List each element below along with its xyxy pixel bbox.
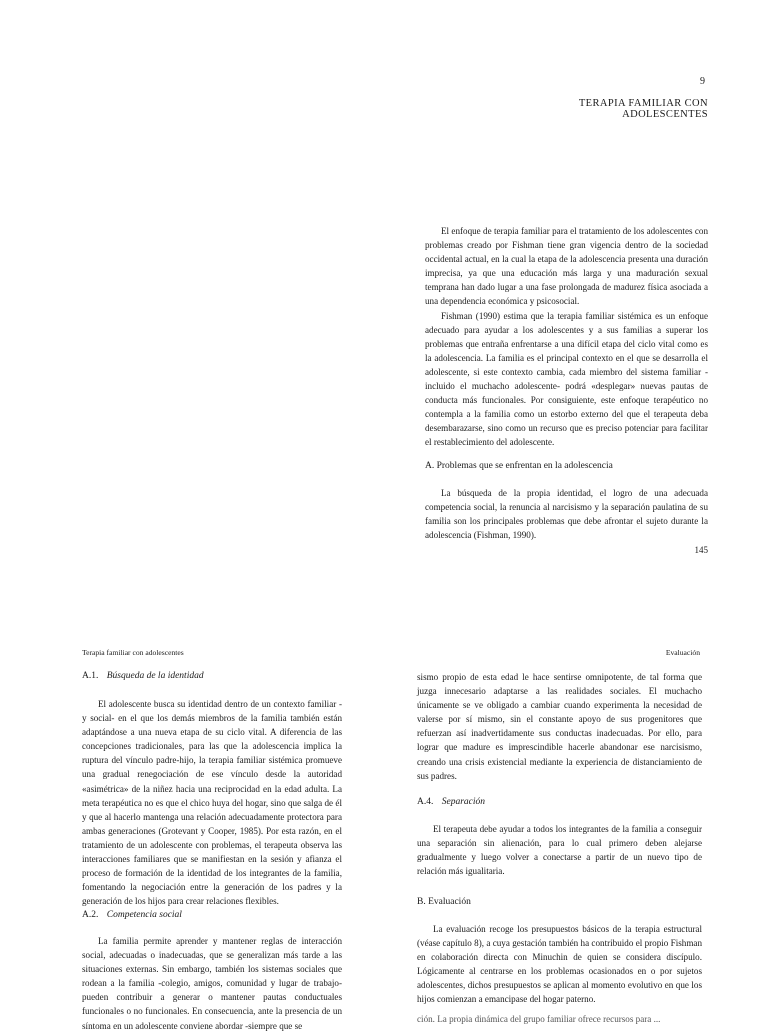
a1-text	[82, 697, 342, 908]
intro-text	[425, 224, 708, 450]
a4-paragraph: El terapeuta debe ayudar a todos los integrantes de la familia a conseguir una separación sin alienación, para lo cual primero deben alejarse gradualmente y luego volver a conectarse a partir de un nuevo tipo de relación más igualitaria.	[417, 824, 702, 877]
a2-title: Competencia social	[106, 910, 182, 920]
a2-number: A.2.	[82, 910, 99, 920]
a1-paragraph: El adolescente busca su identidad dentro de un contexto familiar -y social- en el que los demás miembros de la familia también están adaptándose a una nueva etapa de su ciclo vital. A diferencia de las concepciones tradicionales, para las que la adolescencia implica la ruptura del vínculo padre-hijo, la terapia familiar sistémica promueve una gradual renegociación de ese vínculo desde la autoridad «asimétrica» de la niñez hacia una reciprocidad en la edad adulta. La meta terapéutica no es que el chico huya del hogar, sino que salga de él y que al hacerlo mantenga una relación adecuadamente protectora para ambas generaciones (Grotevant y Cooper, 1985). Por esta razón, en el tratamiento de un adolescente con problemas, el terapeuta observa las interacciones familiares que se manifiestan en la sesión y afianza el proceso de formación de la identidad de los integrantes de la familia, fomentando la negociación entre la generación de los padres y la generación de los hijos para crear relaciones flexibles.	[82, 699, 342, 907]
a4-number: A.4.	[417, 797, 434, 807]
a4-text	[417, 822, 702, 878]
a4-heading	[417, 797, 485, 807]
header-left: Terapia familiar con adolescentes	[82, 648, 184, 657]
a2-paragraph: La familia permite aprender y mantener reglas de interacción social, adecuadas o inadecuadas, que se generalizan más tarde a las situaciones externas. Sin embargo, también los sistemas sociales que rodean a la familia -colegio, amigos, comunidad y lugar de trabajo- pueden contribuir a generar o mantener pautas conductuales funcionales o no funcionales. En consecuencia, ante la presencia de un síntoma en un adolescente conviene abordar -siempre que se	[82, 936, 342, 1031]
b-heading: B. Evaluación	[417, 897, 471, 907]
header-right: Evaluación	[665, 648, 700, 657]
intro-paragraph-2: Fishman (1990) estima que la terapia familiar sistémica es un enfoque adecuado para ayudar a los adolescentes y a sus familias a superar los problemas que entraña enfrentarse a una difícil etapa del ciclo vital como es la adolescencia. La familia es el principal contexto en el que se desarrolla el adolescente, si este contexto cambia, cada miembro del sistema familiar -incluido el muchacho adolescente- podrá «desplegar» nuevas pautas de conducta más funcionales. Por consiguiente, este enfoque terapéutico no contempla a la familia como un estorbo externo del que el terapeuta deba desembarazarse, sino como un recurso que es preciso potenciar para facilitar el restablecimiento del adolescente.	[425, 310, 708, 448]
b-paragraph: La evaluación recoge los presupuestos básicos de la terapia estructural (véase capítulo 8), a cuya gestación también ha contribuido el propio Fishman en colaboración directa con Minuchin de quien se considera discípulo. Lógicamente al centrarse en los problemas ocasionados en o por sujetos adolescentes, dichos presupuestos se aplican al momento evolutivo en que los hijos comienzan a emancipase del hogar paterno.	[417, 924, 702, 1005]
right-paragraph-top: sismo propio de esta edad le hace sentirse omnipotente, de tal forma que juzga innecesario adaptarse a las realidades sociales. El muchacho únicamente se ve obligado a cambiar cuando experimenta la necesidad de valerse por sí mismo, sin el constante apoyo de sus progenitores que refuerzan así inadvertidamente sus conductas inadecuadas. Por ello, para lograr que madure es imprescindible hacerle abandonar ese narcisismo, creando una crisis existencial mediante la experiencia de distanciamiento de sus padres.	[417, 672, 702, 781]
a2-text	[82, 934, 342, 1033]
section-a-paragraph: La búsqueda de la propia identidad, el logro de una adecuada competencia social, la renuncia al narcisismo y la separación paulatina de su familia son los principales problemas que debe afrontar el sujeto durante la adolescencia (Fishman, 1990).	[425, 488, 708, 541]
running-title: TERAPIA FAMILIAR CON ADOLESCENTES	[578, 98, 708, 120]
folio: 145	[694, 545, 708, 555]
section-a-text	[425, 486, 708, 542]
section-a-heading: A. Problemas que se enfrentan en la adolescencia	[425, 461, 613, 471]
b-text	[417, 922, 702, 1007]
bottom-fragment: ción. La propia dinámica del grupo familiar ofrece recursos para ...	[417, 1014, 661, 1024]
intro-paragraph-1: El enfoque de terapia familiar para el tratamiento de los adolescentes con problemas creado por Fishman tiene gran vigencia dentro de la sociedad occidental actual, en la cual la etapa de la adolescencia presenta una duración imprecisa, ya que una educación más larga y una maduración sexual temprana han dado lugar a una fase prolongada de madurez física asociada a una dependencia económica y psicosocial.	[425, 226, 708, 307]
a1-number: A.1.	[82, 671, 99, 681]
a4-title: Separación	[441, 797, 486, 807]
a2-heading	[82, 910, 182, 920]
a1-title: Búsqueda de la identidad	[106, 671, 204, 681]
a1-heading	[82, 671, 204, 681]
page-number: 9	[700, 76, 705, 87]
